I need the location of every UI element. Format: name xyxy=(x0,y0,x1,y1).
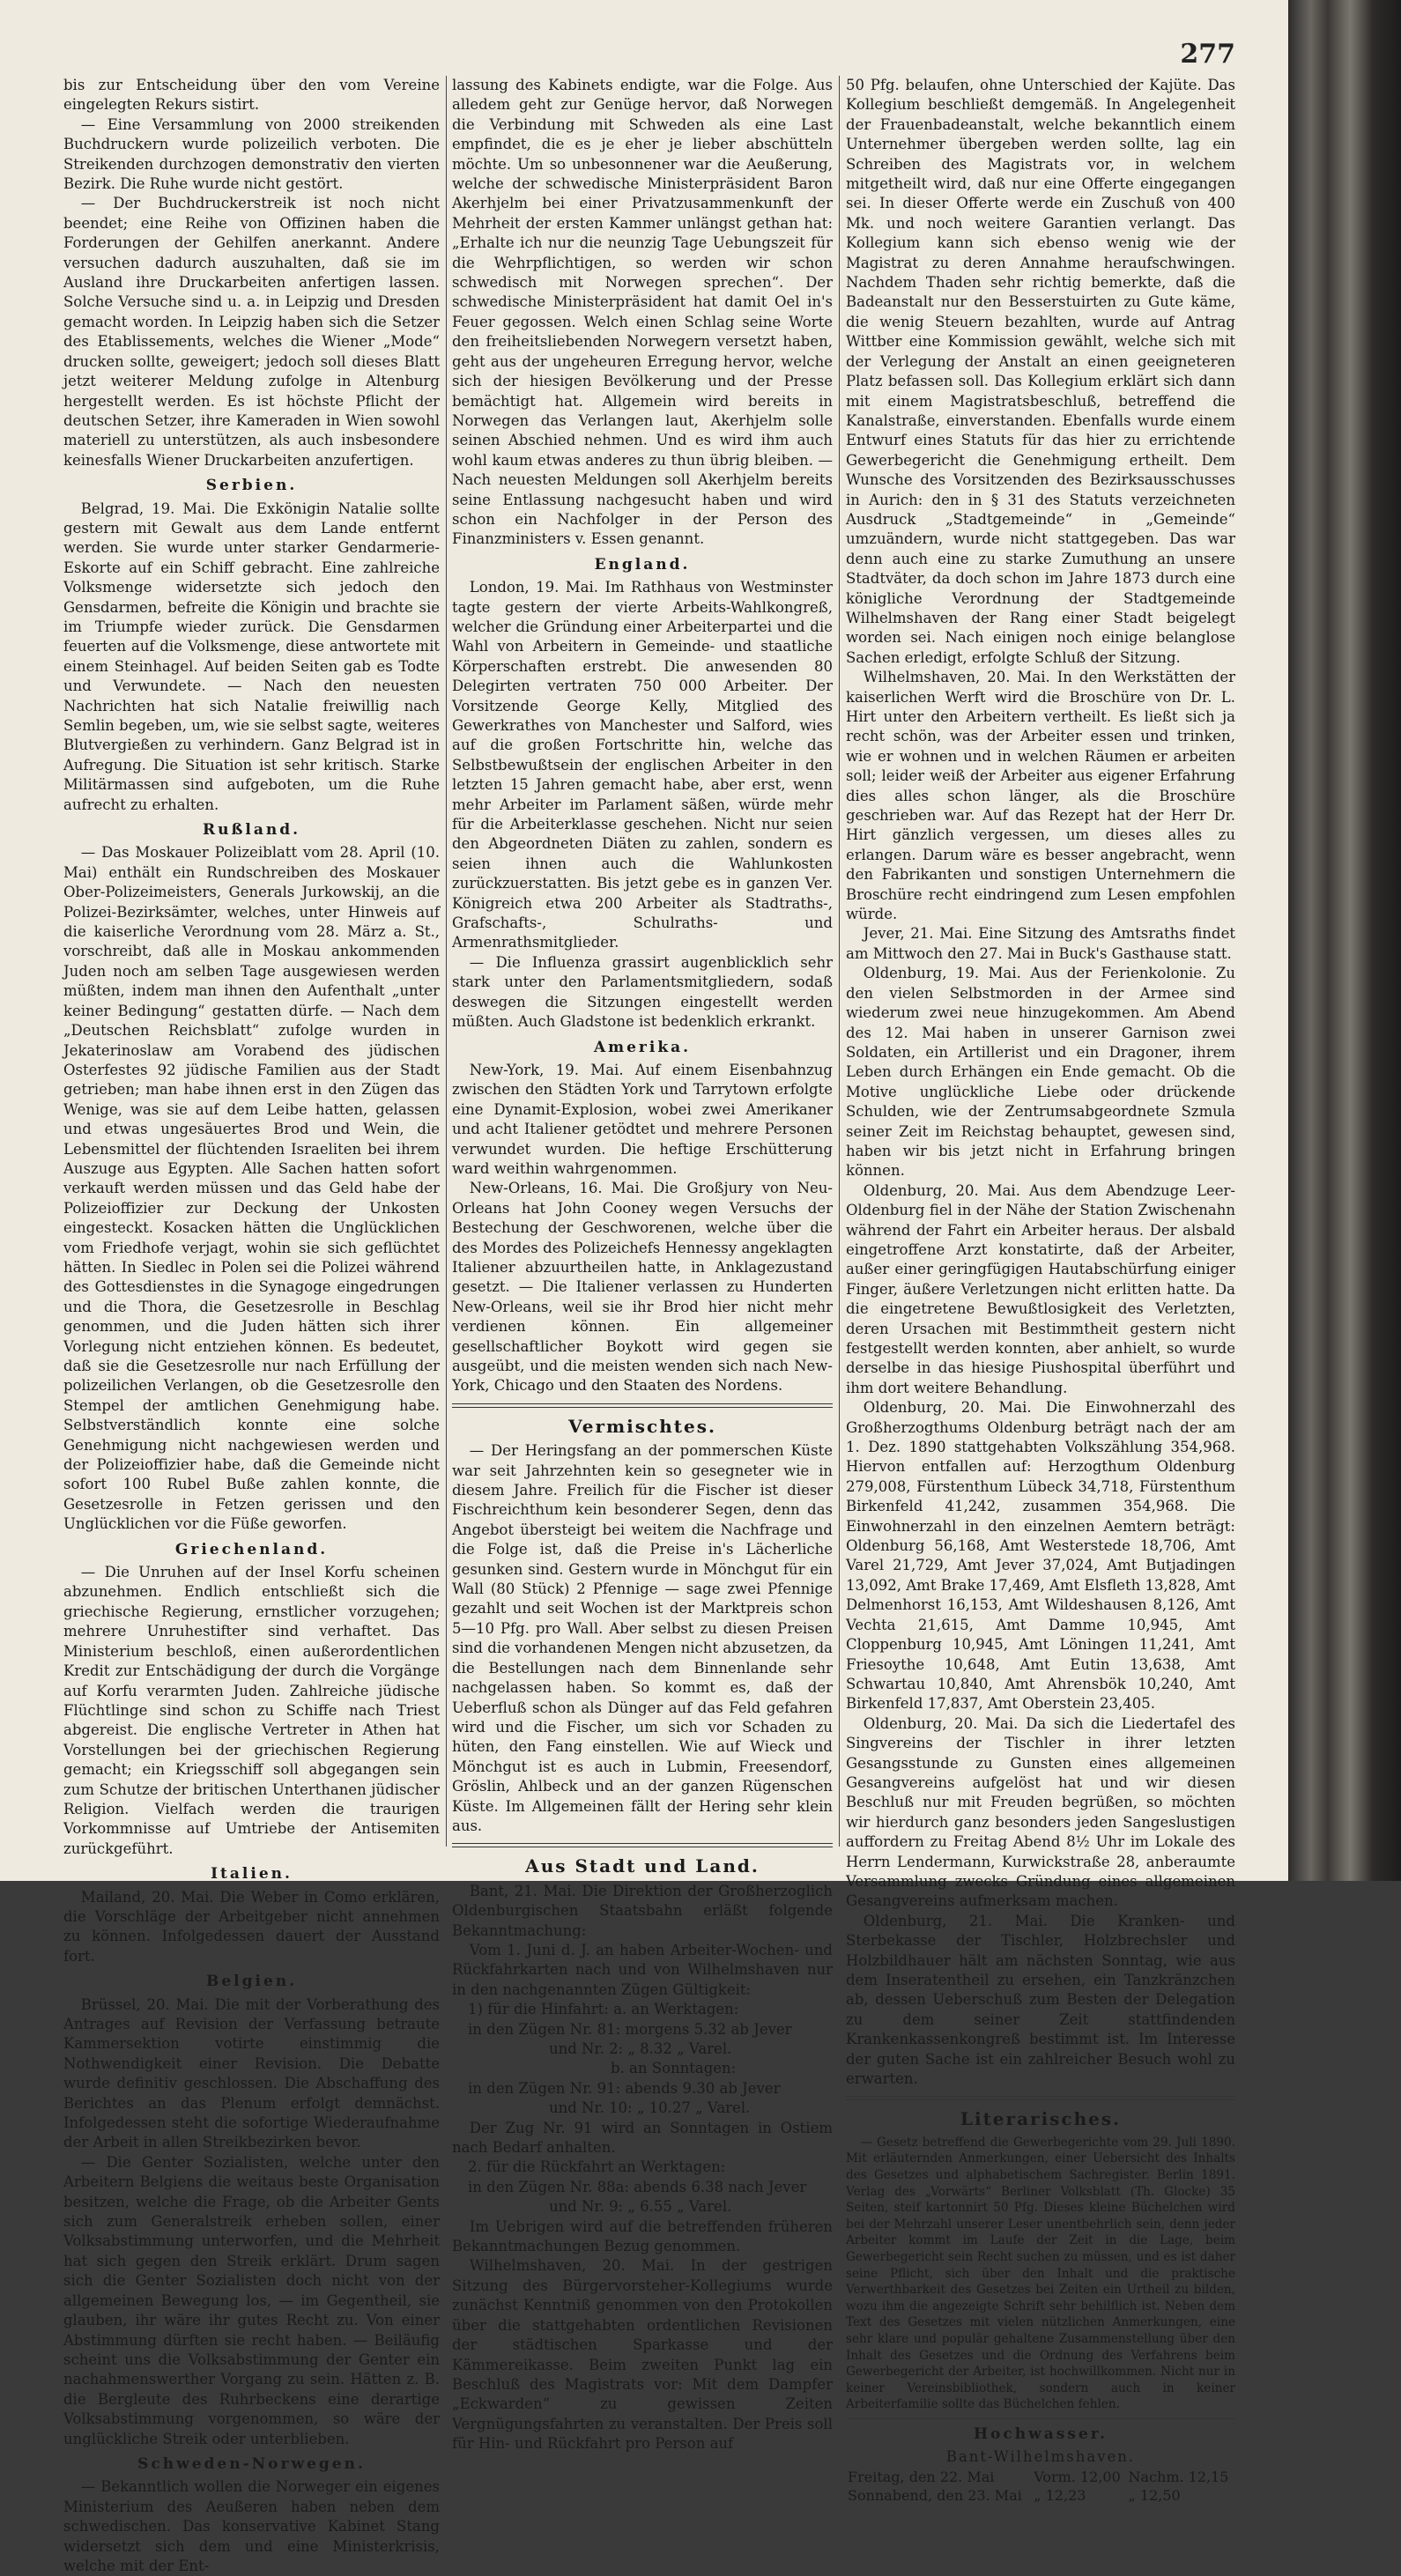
column-3 xyxy=(846,76,1235,2504)
table-row xyxy=(846,2468,1235,2486)
timetable-row: und Nr. 10: „ 10.27 „ Varel. xyxy=(549,2099,751,2117)
paragraph: — Der Buchdruckerstreik ist noch nicht beendet; eine Reihe von Offizinen haben die Forderungen der Gehilfen anerkannt. Andere versuchen dadurch auszuhalten, daß sie im Ausland ihre Druckarbeiten anfertigen lassen. Solche Versuche sind u. a. in Leipzig und Dresden gemacht worden. In Leipzig haben sich die Setzer des Etablissements, welches die Wiener „Mode“ drucken sollte, geweigert; jedoch soll dieses Blatt jetzt weiterer Meldung zufolge in Altenburg hergestellt werden. Es ist höchste Pflicht der deutschen Setzer, ihre Kameraden in Wien sowohl materiell zu unterstützen, als auch insbesondere keinesfalls Wiener Druckarbeiten anzufertigen. xyxy=(63,195,440,469)
table-cell: Freitag, den 22. Mai xyxy=(848,2468,995,2485)
section-heading-aus-stadt-und-land: Aus Stadt und Land. xyxy=(525,1855,760,1877)
paragraph: Oldenburg, 19. Mai. Aus der Ferienkolonie. Zu den vielen Selbstmorden in der Armee sind wiederum zwei neue hinzugekommen. Am Abend des 12. Mai haben in unserer Garnison zwei Soldaten, ein Artillerist und ein Dragoner, ihrem Leben durch Erhängen ein Ende gemacht. Ob die Motive unglückliche Liebe oder drückende Schulden, wie der Zentrumsabgeordnete Szmula seiner Zeit im Reichstag behauptet, gewesen sind, haben wir bis jetzt nicht in Erfahrung bringen können. xyxy=(846,965,1235,1180)
paragraph: Mailand, 20. Mai. Die Weber in Como erklären, die Vorschläge der Arbeitgeber nicht annehmen zu können. Infolgedessen dauert der Ausstand fort. xyxy=(63,1888,440,1965)
column-2 xyxy=(452,76,833,2453)
section-heading-amerika: Amerika. xyxy=(593,1038,692,1056)
column-divider xyxy=(446,76,447,1847)
paragraph: Oldenburg, 20. Mai. Aus dem Abendzuge Leer-Oldenburg fiel in der Nähe der Station Zwischenahn während der Fahrt ein Arbeiter heraus. Der alsbald eingetroffene Arzt konstatirte, daß der Arbeiter, außer einer geringfügigen Hautabschürfung einiger Finger, äußere Verletzungen nicht erlitten hatte. Da die eingetretene Bewußtlosigkeit des Verletzten, deren Ursachen mit Bestimmtheit gestern nicht festgestellt werden konnten, aber anhielt, so wurde derselbe in das hiesige Piushospital überführt und ihm dort weitere Behandlung. xyxy=(846,1181,1235,1396)
section-heading-literarisches: Literarisches. xyxy=(960,2108,1122,2130)
paragraph: Der Zug Nr. 91 wird an Sonntagen in Ostiem nach Bedarf anhalten. xyxy=(452,2119,833,2157)
paragraph: — Die Unruhen auf der Insel Korfu scheinen abzunehmen. Endlich entschließt sich die griechische Regierung, ernstlicher vorzugehen; mehrere Unruhestifter sind verhaftet. Das Ministerium beschloß, einen außerordentlichen Kredit zur Entschädigung der durch die Vorgänge auf Korfu verarmten Juden. Zahlreiche jüdische Flüchtlinge sind schon zu Schiffe nach Triest abgereist. Die englische Vertreter in Athen hat Vorstellungen bei der griechischen Regierung gemacht; ein Kriegsschiff soll abgegangen sein zum Schutze der britischen Unterthanen jüdischer Religion. Vielfach werden die traurigen Vorkommnisse auf Umtriebe der Antisemiten zurückgeführt. xyxy=(63,1564,440,1857)
section-heading-vermischtes: Vermischtes. xyxy=(568,1415,716,1437)
book-binding-edge xyxy=(1288,0,1401,1881)
column-divider xyxy=(839,76,840,1847)
table-cell: Vorm. 12,00 xyxy=(1034,2468,1121,2485)
page-number: 277 xyxy=(1180,39,1235,70)
tide-table xyxy=(846,2468,1235,2505)
paragraph: — Gesetz betreffend die Gewerbegerichte vom 29. Juli 1890. Mit erläuternden Anmerkungen, einer Uebersicht des Inhalts des Gesetzes und alphabetischem Sachregister. Berlin 1891. Verlag des „Vorwärts“ Berliner Volksblatt (Th. Glocke) 35 Seiten, steif kartonnirt 50 Pfg. Dieses kleine Büchelchen wird bei der Mehrzahl unserer Leser unentbehrlich sein, denn jeder Arbeiter kommt im Laufe der Zeit in die Lage, beim Gewerbegericht sein Recht suchen zu müssen, und es ist daher seine Pflicht, sich über den Inhalt und die praktische Verwerthbarkeit des Gesetzes bei Zeiten ein Urtheil zu bilden, wozu ihm die angezeigte Schrift sehr behilflich ist. Neben dem Text des Gesetzes mit vielen nützlichen Anmerkungen, eine sehr klare und populär gehaltene Zusammenstellung über den Inhalt des Gesetzes und die Ordnung des Verfahrens beim Gewerbegericht der Arbeiter, ist hochwillkommen. Nicht nur in keiner Vereinsbibliothek, sondern auch in keiner Arbeiterfamilie sollte das Büchelchen fehlen. xyxy=(846,2135,1235,2412)
table-cell: „ 12,50 xyxy=(1128,2486,1181,2504)
table-cell: Nachm. 12,15 xyxy=(1128,2468,1229,2485)
paragraph: New-York, 19. Mai. Auf einem Eisenbahnzug zwischen den Städten York und Tarrytown erfolgte eine Dynamit-Explosion, wobei zwei Amerikaner und acht Italiener getödtet und mehrere Personen verwundet wurden. Die heftige Erschütterung ward weithin wahrgenommen. xyxy=(452,1061,833,1177)
section-heading-griechenland: Griechenland. xyxy=(174,1540,329,1558)
paragraph: Oldenburg, 21. Mai. Die Kranken- und Sterbekasse der Tischler, Holzbrechsler und Holzbildhauer hält am nächsten Sonntag, wie aus dem Inseratentheil zu ersehen, ein Tanzkränzchen ab, dessen Ueberschuß zum Besten der Delegation zu dem seiner Zeit stattfindenden Krankenkassenkongreß bestimmt ist. Im Interesse der guten Sache ist ein zahlreicher Besuch wohl zu erwarten. xyxy=(846,1912,1235,2088)
timetable-row: in den Zügen Nr. 88a: abends 6.38 nach Jever xyxy=(468,2178,807,2195)
paragraph: London, 19. Mai. Im Rathhaus von Westminster tagte gestern der vierte Arbeits-Wahlkongreß, welcher die Gründung einer Arbeiterpartei und die Wahl von Arbeitern in Gemeinde- und staatliche Körperschaften erstrebt. Die anwesenden 80 Delegirten vertraten 750 000 Arbeiter. Der Vorsitzende George Kelly, Mitglied des Gewerkrathes von Manchester und Salford, wies auf die großen Fortschritte hin, welche das Selbstbewußtsein der englischen Arbeiter in den letzten 15 Jahren gemacht habe, aber erst, wenn mehr Arbeiter im Parlament säßen, würde mehr für die Arbeiterklasse geschehen. Nicht nur seien den Abgeordneten Diäten zu zahlen, sondern es seien ihnen auch die Wahlunkosten zurückzuerstatten. Bis jetzt gebe es in ganzen Ver. Königreich etwa 200 Arbeiter als Stadtraths-, Grafschafts-, Schulraths- und Armenrathsmitglieder. xyxy=(452,579,833,951)
section-heading-schweden-norwegen: Schweden-Norwegen. xyxy=(137,2454,366,2473)
section-heading-serbien: Serbien. xyxy=(205,477,298,495)
table-cell: Sonnabend, den 23. Mai xyxy=(848,2486,1022,2504)
section-heading-italien: Italien. xyxy=(211,1865,293,1884)
paragraph: — Eine Versammlung von 2000 streikenden Buchdruckern wurde polizeilich verboten. Die Streikenden durchzogen demonstrativ den vierten Bezirk. Die Ruhe wurde nicht gestört. xyxy=(63,115,440,193)
section-heading-russland: Rußland. xyxy=(202,821,301,840)
section-divider xyxy=(452,1403,833,1408)
paragraph: Wilhelmshaven, 20. Mai. In den Werkstätten der kaiserlichen Werft wird die Broschüre von Dr. L. Hirt unter den Arbeitern vertheilt. Es ließt sich ja recht schön, was der Arbeiter essen und trinken, wie er wohnen und in welchen Räumen er arbeiten soll; leider weiß der Arbeiter aus eigener Erfahrung dies alles schon länger, als die Broschüre geschrieben war. Auf das Rezept hat der Herr Dr. Hirt gänzlich vergessen, um dieses alles zu erlangen. Darum wäre es besser angebracht, wenn den Fabrikanten und sonstigen Unternehmern die Broschüre recht eindringend zum Lesen empfohlen würde. xyxy=(846,669,1235,923)
timetable-row: in den Zügen Nr. 91: abends 9.30 ab Jever xyxy=(468,2079,781,2097)
section-heading-belgien: Belgien. xyxy=(205,1973,298,1991)
timetable-heading: 1) für die Hinfahrt: a. an Werktagen: xyxy=(468,2001,739,2018)
timetable-subheading: b. an Sonntagen: xyxy=(611,2060,737,2077)
section-heading-hochwasser: Hochwasser. xyxy=(973,2424,1108,2443)
paragraph: Belgrad, 19. Mai. Die Exkönigin Natalie sollte gestern mit Gewalt aus dem Lande entfernt werden. Sie wurde unter starker Gendarmerie-Eskorte auf ein Schiff gebracht. Eine zahlreiche Volksmenge widersetzte sich jedoch den Gensdarmen, befreite die Königin und brachte sie im Triumpfe wieder zurück. Die Gensdarmen feuerten auf die Volksmenge, diese antwortete mit einem Steinhagel. Auf beiden Seiten gab es Todte und Verwundete. — Nach den neuesten Nachrichten hat sich Natalie freiwillig nach Semlin begeben, um, wie sie selbst sagte, weiteres Blutvergießen zu verhindern. Ganz Belgrad ist in Aufregung. Die Situation ist sehr kritisch. Starke Militärmassen sind aufgeboten, um die Ruhe aufrecht zu erhalten. xyxy=(63,500,441,813)
section-heading-england: England. xyxy=(594,555,691,574)
paragraph: — Der Heringsfang an der pommerschen Küste war seit Jahrzehnten kein so gesegneter wie in diesem Jahre. Freilich für die Fischer ist dieser Fischreichthum kein besonderer Segen, denn das Angebot übersteigt bei weitem die Nachfrage und die Folge ist, daß die Preise in's Lächerliche gesunken sind. Gestern wurde in Mönchgut für ein Wall (80 Stück) 2 Pfennige — sage zwei Pfennige gezahlt und seit Wochen ist der Marktpreis schon 5—10 Pfg. pro Wall. Aber selbst zu diesen Preisen sind die vorhandenen Mengen nicht abzusetzen, da die Bestellungen nach dem Binnenlande sehr nachgelassen haben. So kommt es, daß der Ueberfluß schon als Dünger auf das Feld gefahren wird und die Fischer, um sich vor Schaden zu hüten, den Fang einstellen. Wie auf Wieck und Mönchgut ist es auch in Lubmin, Freesendorf, Gröslin, Ahlbeck und an der ganzen Rügenschen Küste. Im Allgemeinen fällt der Hering sehr klein aus. xyxy=(452,1442,833,1834)
section-divider xyxy=(846,2418,1235,2419)
paragraph: Wilhelmshaven, 20. Mai. In der gestrigen Sitzung des Bürgervorsteher-Kollegiums wurde zunächst Kenntniß genommen von den Protokollen über die stattgehabten ordentlichen Revisionen der städtischen Sparkasse und der Kämmereikasse. Beim zweiten Punkt lag ein Beschluß des Magistrats vor: Mit dem Dampfer „Eckwarden“ zu gewissen Zeiten Vergnügungsfahrten zu veranstalten. Der Preis soll für Hin- und Rückfahrt pro Person auf xyxy=(452,2257,833,2453)
timetable-heading: 2. für die Rückfahrt an Werktagen: xyxy=(468,2158,726,2176)
paragraph: Jever, 21. Mai. Eine Sitzung des Amtsraths findet am Mittwoch den 27. Mai in Buck's Gasthause statt. xyxy=(846,925,1235,962)
paragraph: — Die Genter Sozialisten, welche unter den Arbeitern Belgiens die weitaus beste Organisation besitzen, welche die Frage, ob die Arbeiter Gents sich zum Generalstreik erheben sollen, einer Volksabstimmung unterworfen, und die Mehrheit hat sich gegen den Streik erklärt. Drum sagen sich die Genter Sozialisten doch nicht von der allgemeinen Bewegung los, — im Gegentheil, sie glauben, ihr wäre ihr gutes Recht zu. Von einer Abstimmung dürften sie recht haben. — Beiläufig scheint uns die Volksabstimmung der Genter ein nachahmenswerther Vorgang zu sein. Hätten z. B. die Bergleute des Ruhrbeckens eine derartige Volksabstimmung vorgenommen, so wäre der unglückliche Streik oder unterblieben. xyxy=(63,2153,440,2447)
paragraph: Oldenburg, 20. Mai. Da sich die Liedertafel des Singvereins der Tischler in ihrer letzten Gesangsstunde zu Gunsten eines allgemeinen Gesangvereins aufgelöst hat und wir diesen Beschluß nur mit Freuden begrüßen, so möchten wir hierdurch ganz besonders jeden Sangeslustigen auffordern zu Freitag Abend 8½ Uhr im Lokale des Herrn Lendermann, Kurwickstraße 28, anberaumte Versammlung zwecks Gründung eines allgemeinen Gesangvereins aufmerksam machen. xyxy=(846,1714,1235,1910)
tide-location: Bant-Wilhelmshaven. xyxy=(945,2448,1136,2466)
paragraph: — Die Influenza grassirt augenblicklich sehr stark unter den Parlamentsmitgliedern, sodaß deswegen die Sitzungen eingestellt werden müßten. Auch Gladstone ist bedenklich erkrankt. xyxy=(452,953,833,1031)
timetable-row: und Nr. 9: „ 6.55 „ Varel. xyxy=(549,2198,732,2216)
column-1 xyxy=(63,76,441,2574)
paragraph: 50 Pfg. belaufen, ohne Unterschied der Kajüte. Das Kollegium beschließt demgemäß. In Angelegenheit der Frauenbadeanstalt, welche bekanntlich einem Unternehmer übergeben werden sollte, lag ein Schreiben des Magistrats vor, in welchem mitgetheilt wird, daß nur eine Offerte eingegangen sei. In dieser Offerte werde ein Zuschuß von 400 Mk. und noch weitere Garantien verlangt. Das Kollegium kann sich ebenso wenig wie der Magistrat zu deren Annahme heraufschwingen. Nachdem Thaden sehr richtig bemerkte, daß die Badeanstalt nur den Besserstuirten zu Gute käme, die wenig Steuern bezahlten, wurde auf Antrag Wittber eine Kommission gewählt, welche sich mit der Verlegung der Anstalt an einen geeigneteren Platz befassen soll. Das Kollegium erklärt sich dann mit einem Magistratsbeschluß, betreffend die Kanalstraße, einverstanden. Ebenfalls wurde einem Entwurf eines Statuts für das hier zu errichtende Gewerbegericht die Genehmigung ertheilt. Dem Wunsche des Vorsitzenden des Bezirksausschusses in Aurich: den in § 31 des Statuts verzeichneten Ausdruck „Stadtgemeinde“ in „Gemeinde“ umzuändern, wurde nicht stattgegeben. Das war denn auch eine zu starke Zumuthung an unsere Stadtväter, da doch schon im Jahre 1873 durch eine königliche Verordnung der Stadtgemeinde Wilhelmshaven der Rang einer Stadt beigelegt worden sei. Nach einigen noch einige belanglose Sachen erledigt, erfolgte Schluß der Sitzung. xyxy=(846,77,1235,666)
paragraph: Im Uebrigen wird auf die betreffenden früheren Bekanntmachungen Bezug genommen. xyxy=(452,2217,833,2255)
timetable-row: und Nr. 2: „ 8.32 „ Varel. xyxy=(549,2040,732,2057)
timetable-row: in den Zügen Nr. 81: morgens 5.32 ab Jever xyxy=(468,2020,792,2038)
paragraph: Brüssel, 20. Mai. Die mit der Vorberathung des Antrages auf Revision der Verfassung betraute Kammersektion votirte einstimmig die Nothwendigkeit einer Revision. Die Debatte wurde definitiv geschlossen. Die Abschaffung des Berichtes an das Plenum erfolgt demnächst. Infolgedessen steht die sofortige Wiederaufnahme der Arbeit in allen Streikbezirken bevor. xyxy=(63,1995,440,2151)
paragraph: lassung des Kabinets endigte, war die Folge. Aus alledem geht zur Genüge hervor, daß Norwegen die Verbindung mit Schweden als eine Last empfindet, die es je eher je lieber abschütteln möchte. Um so unbesonnener war die Aeußerung, welche der schwedische Ministerpräsident Baron Akerhjelm bei einer Privatzusammenkunft der Mehrheit der ersten Kammer unlängst gethan hat: „Erhalte ich nur die neunzig Tage Uebungszeit für die Wehrpflichtigen, so werden wir schon schwedisch mit Norwegen sprechen“. Der schwedische Ministerpräsident hat damit Oel in's Feuer gegossen. Welch einen Schlag seine Worte den freiheitsliebenden Norwegern versetzt haben, geht aus der ungeheuren Erregung hervor, welche sich der hiesigen Bevölkerung und der Presse bemächtigt hat. Allgemein wird bereits in Norwegen das Verlangen laut, Akerhjelm solle seinen Abschied nehmen. Und es wird ihm auch wohl kaum etwas anderes zu thun übrig bleiben. — Nach neuesten Meldungen soll Akerhjelm bereits seine Entlassung nachgesucht haben und wird schon ein Nachfolger in der Person des Finanzministers v. Essen genannt. xyxy=(452,77,833,548)
paragraph: Vom 1. Juni d. J. an haben Arbeiter-Wochen- und Rückfahrkarten nach und von Wilhelmshaven nur in den nachgenannten Zügen Gültigkeit: xyxy=(452,1941,833,1998)
paragraph: Oldenburg, 20. Mai. Die Einwohnerzahl des Großherzogthums Oldenburg beträgt nach der am 1. Dez. 1890 stattgehabten Volkszählung 354,968. Hiervon entfallen auf: Herzogthum Oldenburg 279,008, Fürstenthum Lübeck 34,718, Fürstenthum Birkenfeld 41,242, zusammen 354,968. Die Einwohnerzahl in den einzelnen Aemtern beträgt: Oldenburg 56,168, Amt Westerstede 18,706, Amt Varel 21,729, Amt Jever 37,024, Amt Butjadingen 13,092, Amt Brake 17,469, Amt Elsfleth 13,828, Amt Delmenhorst 16,153, Amt Wildeshausen 8,126, Amt Vechta 21,615, Amt Damme 10,945, Amt Cloppenburg 10,945, Amt Löningen 11,241, Amt Friesoythe 10,648, Amt Eutin 13,638, Amt Schwartau 10,840, Amt Ahrensbök 10,240, Amt Birkenfeld 17,837, Amt Oberstein 23,405. xyxy=(846,1399,1235,1713)
table-row xyxy=(846,2486,1235,2505)
section-divider xyxy=(846,2096,1235,2100)
paragraph: bis zur Entscheidung über den vom Vereine eingelegten Rekurs sistirt. xyxy=(63,77,440,114)
paragraph: New-Orleans, 16. Mai. Die Großjury von Neu-Orleans hat John Cooney wegen Versuchs der Bestechung der Geschworenen, welche über die des Mordes des Polizeichefs Hennessy angeklagten Italiener abzuurtheilen hatte, in Anklagezustand gesetzt. — Die Italiener verlassen zu Hunderten New-Orleans, weil sie ihr Brod hier nicht mehr verdienen können. Ein allgemeiner gesellschaftlicher Boykott wird gegen sie ausgeübt, und die meisten wenden sich nach New-York, Chicago und den Staaten des Nordens. xyxy=(452,1180,833,1395)
paragraph: — Das Moskauer Polizeiblatt vom 28. April (10. Mai) enthält ein Rundschreiben des Moskauer Ober-Polizeimeisters, Generals Jurkowskij, an die Polizei-Bezirksämter, welches, unter Hinweis auf die kaiserliche Verordnung vom 28. März a. St., vorschreibt, daß alle in Moskau ankommenden Juden noch am selben Tage ausgewiesen werden müßten, indem man ihnen den Aufenthalt „unter keiner Bedingung“ gestatten dürfe. — Nach dem „Deutschen Reichsblatt“ zufolge wurden in Jekaterinoslaw am Vorabend des jüdischen Osterfestes 92 jüdische Familien aus der Stadt getrieben; man habe ihnen erst in den Zügen das Wenige, was sie auf dem Leibe hatten, gelassen und etwas ungesäuertes Brod und Wein, die Lebensmittel der flüchtenden Israeliten bei ihrem Auszuge aus Egypten. Alle Sachen hatten sofort verkauft werden müssen und das Geld habe der Polizeioffizier zur Deckung der Unkosten eingesteckt. Kosacken hätten die Unglücklichen vom Friedhofe verjagt, wohin sie sich geflüchtet hätten. In Siedlec in Polen sei die Polizei während des Gottesdienstes in die Synagoge eingedrungen und die Thora, die Gesetzesrolle in Beschlag genommen, und die Juden hätten sich ihrer Vorlegung nicht entziehen können. Es bedeutet, daß sie die Gesetzesrolle nur nach Erfüllung der polizeilichen Verlangen, ob die Gesetzesrolle den Stempel der amtlichen Genehmigung habe. Selbstverständlich konnte eine solche Genehmigung nicht nachgewiesen werden und der Polizeioffizier habe, daß die Gemeinde nicht sofort 100 Rubel Buße zahlen konnte, die Gesetzesrolle in Fetzen gerissen und den Unglücklichen vor die Füße geworfen. xyxy=(63,844,440,1533)
section-divider xyxy=(452,1843,833,1847)
paragraph: — Bekanntlich wollen die Norweger ein eigenes Ministerium des Aeußeren haben neben dem schwedischen. Das konservative Kabinet Stang widersetzt sich dem und eine Ministerkrisis, welche mit der Ent- xyxy=(63,2478,440,2574)
table-cell: „ 12,23 xyxy=(1034,2486,1086,2504)
paragraph: Bant, 21. Mai. Die Direktion der Großherzoglich Oldenburgischen Staatsbahn erläßt folgende Bekanntmachung: xyxy=(452,1882,833,1939)
